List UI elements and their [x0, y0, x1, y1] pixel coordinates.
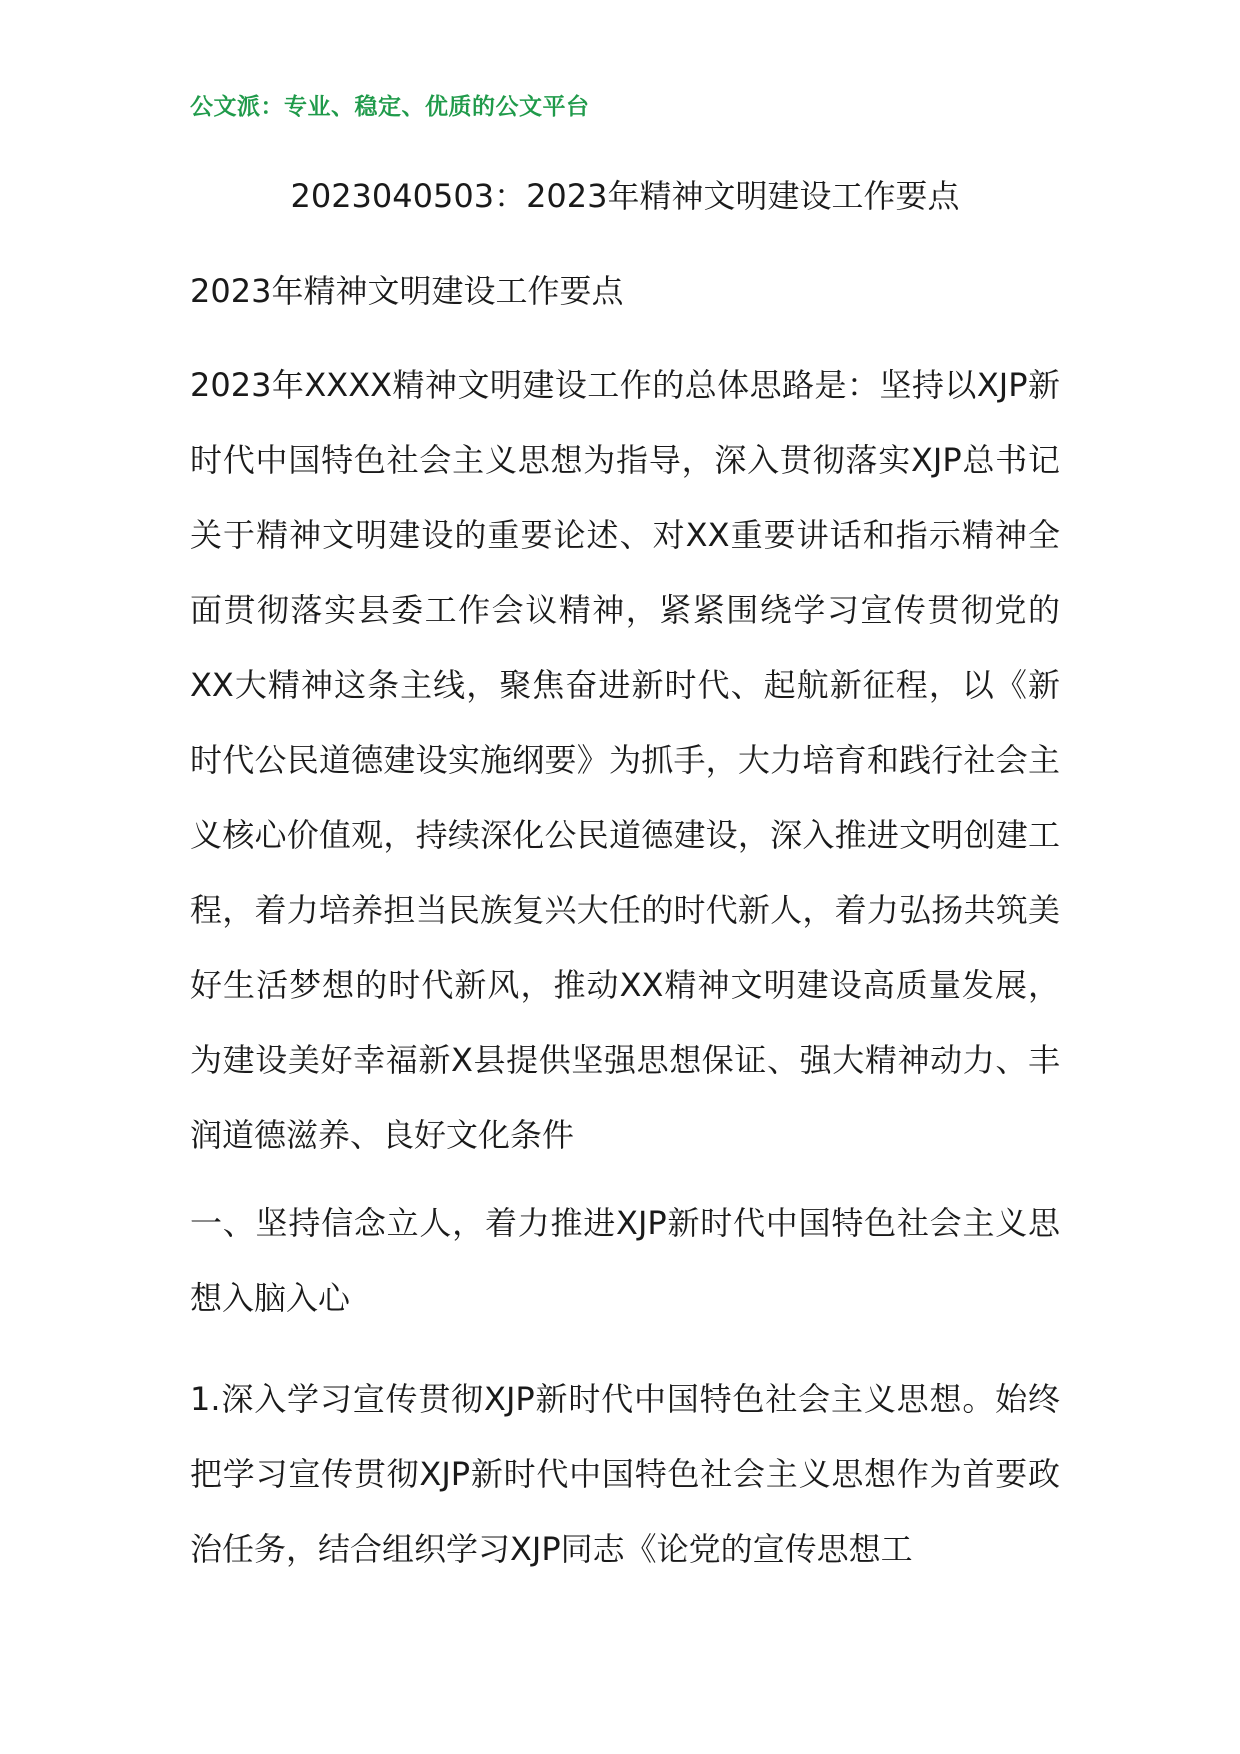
- document-title: 2023040503：2023年精神文明建设工作要点: [290, 177, 960, 215]
- document-subtitle: 2023年精神文明建设工作要点: [190, 272, 624, 310]
- item-paragraph-1: 1.深入学习宣传贯彻XJP新时代中国特色社会主义思想。始终把学习宣传贯彻XJP新时代中国特色社会主义思想作为首要政治任务，结合组织学习XJP同志《论党的宣传思想工: [190, 1380, 1060, 1568]
- intro-paragraph: 2023年XXXX精神文明建设工作的总体思路是：坚持以XJP新时代中国特色社会主义思想为指导，深入贯彻落实XJP总书记关于精神文明建设的重要论述、对XX重要讲话和指示精神全面贯彻落实县委工作会议精神，紧紧围绕学习宣传贯彻党的XX大精神这条主线，聚焦奋进新时代、起航新征程，以《新时代公民道德建设实施纲要》为抓手，大力培育和践行社会主义核心价值观，持续深化公民道德建设，深入推进文明创建工程，着力培养担当民族复兴大任的时代新人，着力弘扬共筑美好生活梦想的时代新风，推动XX精神文明建设高质量发展，为建设美好幸福新X县提供坚强思想保证、强大精神动力、丰润道德滋养、良好文化条件: [190, 366, 1060, 1154]
- section-heading-1: 一、坚持信念立人，着力推进XJP新时代中国特色社会主义思想入脑入心: [190, 1204, 1060, 1317]
- brand-header: 公文派：专业、稳定、优质的公文平台: [190, 94, 590, 120]
